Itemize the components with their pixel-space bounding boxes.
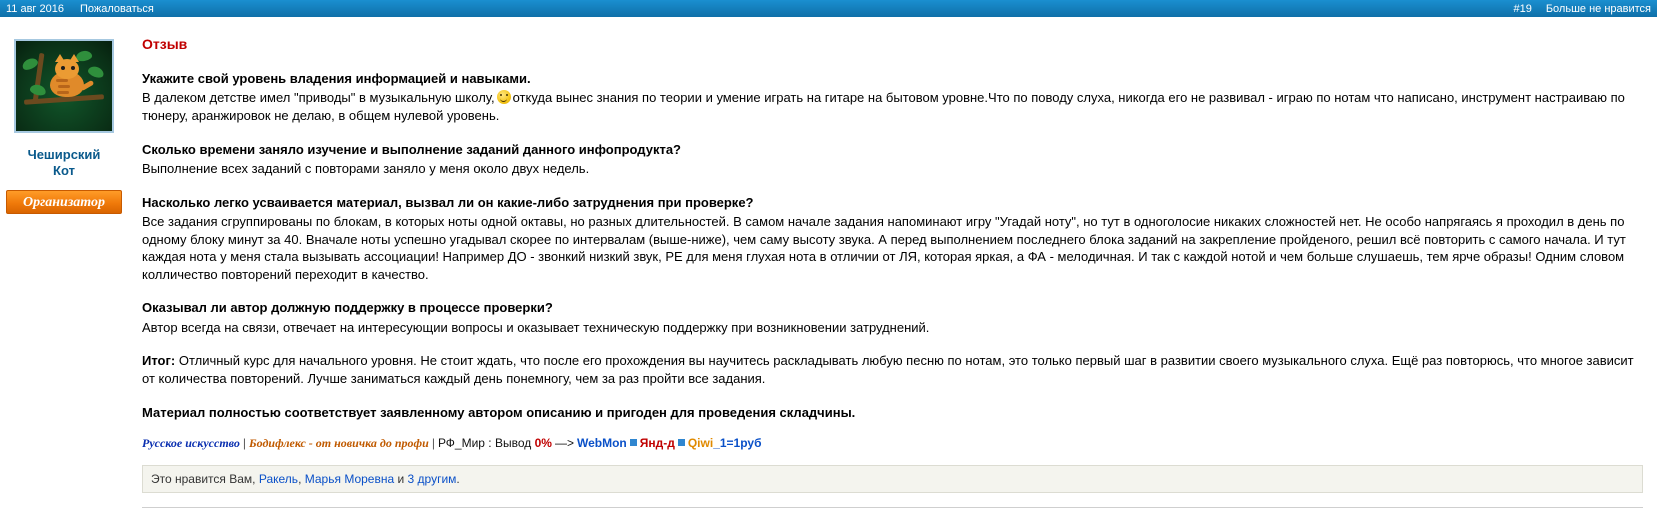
cat-stripe xyxy=(56,79,68,82)
review-heading: Отзыв xyxy=(142,36,188,52)
question-3: Насколько легко усваивается материал, вызвал ли он какие-либо затруднения при проверке? xyxy=(142,194,754,210)
post-header-bar xyxy=(0,0,1657,17)
like-others-link[interactable]: 3 другим xyxy=(407,472,457,487)
smiley-icon xyxy=(497,90,511,104)
signature-link-qiwi[interactable]: Qiwi xyxy=(687,436,714,451)
final-note: Материал полностью соответствует заявленному автором описанию и пригоден для проведения складчины. xyxy=(142,404,856,420)
like-user-2[interactable]: Марья Моревна xyxy=(304,472,395,487)
question-4: Оказывал ли автор должную поддержку в процессе проверки? xyxy=(142,300,553,316)
post-number-link[interactable]: #19 xyxy=(1513,2,1532,15)
cat-eye xyxy=(71,66,75,70)
author-name-line1[interactable]: Чеширский xyxy=(27,147,101,162)
signature-link-1[interactable]: Русское искусство xyxy=(142,436,240,451)
signature-arrow: —> xyxy=(554,436,574,451)
signature-link-yandex[interactable]: Янд-д xyxy=(639,436,675,451)
author-name-line2[interactable]: Кот xyxy=(53,163,75,179)
cat-ear xyxy=(55,54,65,62)
likes-suffix: . xyxy=(456,472,460,487)
question-2: Сколько времени заняло изучение и выполнение заданий данного инфопродукта? xyxy=(142,141,681,157)
signature-tail: _1=1руб xyxy=(713,436,762,451)
summary-text: Отличный курс для начального уровня. Не стоит ждать, что после его прохождения вы научитесь раскладывать любую песню по нотам, это только первый шаг в развитии своего музыкального слуха. Ещё раз повторюсь, что многое зависит от количества повторений. Лучше заниматься каждый день понемногу, чем за раз пройти все задания. xyxy=(142,353,1634,386)
answer-1 xyxy=(142,89,1643,124)
cat-ear xyxy=(69,54,79,62)
summary-paragraph xyxy=(142,352,1643,387)
avatar[interactable] xyxy=(14,39,114,133)
answer-1-part1: В далеком детстве имел "приводы" в музыкальную школу, xyxy=(142,90,495,106)
answer-4: Автор всегда на связи, отвечает на интересующии вопросы и оказывает техническую поддержку при возникновении затруднений. xyxy=(142,319,930,335)
author-rank-badge: Организатор xyxy=(6,190,122,214)
likes-prefix: Это нравится Вам, xyxy=(151,472,256,487)
answer-3: Все задания сгруппированы по блокам, в которых ноты одной октавы, но разных длительностей. В самом начале задания напоминают игру "Угадай ноту", но тут в одноголосие никаких сложностей нет. Не особо напрягаясь я проходил в день по одному блоку минут за 40. Вначале ноты успешно угадывал скорее по интервалам (выше-ниже), чем саму высоту звука. А перед выполнением последнего блока заданий на закрепление пройденого, решил всё повторить с самого начала. И тут каждая нота у меня стала вызывать ассоциации! Например ДО - звонкий низкий звук, РЕ для меня глухая нота в отличии от ЛЯ, которая яркая, а ФА - мелодичная. И так с каждой нотой и чем больше слушаешь, тем ярче образы! Одним словом колличество повторений переходит в качество. xyxy=(142,214,1626,282)
unlike-link[interactable]: Больше не нравится xyxy=(1545,2,1651,15)
post-header-left xyxy=(6,3,154,15)
signature-link-webmoney[interactable]: WebMon xyxy=(576,436,627,451)
signature-text: РФ_Мир : Вывод xyxy=(437,436,535,451)
cat-icon xyxy=(46,57,88,99)
cat-head xyxy=(55,59,79,79)
like-user-1[interactable]: Ракель xyxy=(258,472,299,487)
author-column xyxy=(0,17,128,214)
post-body xyxy=(0,17,1657,508)
square-bullet-icon xyxy=(678,439,685,446)
cat-stripe xyxy=(57,91,69,94)
likes-bar xyxy=(142,465,1643,493)
post-content xyxy=(128,17,1657,508)
report-link[interactable]: Пожаловаться xyxy=(79,2,154,15)
cat-stripe xyxy=(58,85,70,88)
author-name[interactable] xyxy=(0,147,128,180)
post-date: 11 авг 2016 xyxy=(6,2,64,15)
answer-1-part2: откуда вынес знания по теории и умение играть на гитаре на бытовом уровне.Что по поводу слуха, никогда его не развивал - играю по нотам что написано, инструмент настраиваю по тюнеру, аранжировок не делаю, в общем нулевой уровень. xyxy=(142,90,1625,123)
square-bullet-icon xyxy=(630,439,637,446)
summary-label: Итог: xyxy=(142,353,176,369)
cat-eye xyxy=(61,66,65,70)
likes-conj: и xyxy=(397,472,405,487)
signature-separator-2: | xyxy=(431,436,435,451)
post-header-right xyxy=(1513,3,1651,15)
signature-percent: 0% xyxy=(534,436,552,451)
likes-comma: , xyxy=(298,472,302,487)
signature-separator-1: | xyxy=(242,436,246,451)
signature xyxy=(142,435,1643,451)
post-divider xyxy=(142,507,1643,508)
question-1: Укажите свой уровень владения информацией и навыками. xyxy=(142,70,531,86)
signature-link-2[interactable]: Бодифлекс - от новичка до профи xyxy=(248,436,429,451)
answer-2: Выполнение всех заданий с повторами заняло у меня около двух недель. xyxy=(142,161,590,177)
